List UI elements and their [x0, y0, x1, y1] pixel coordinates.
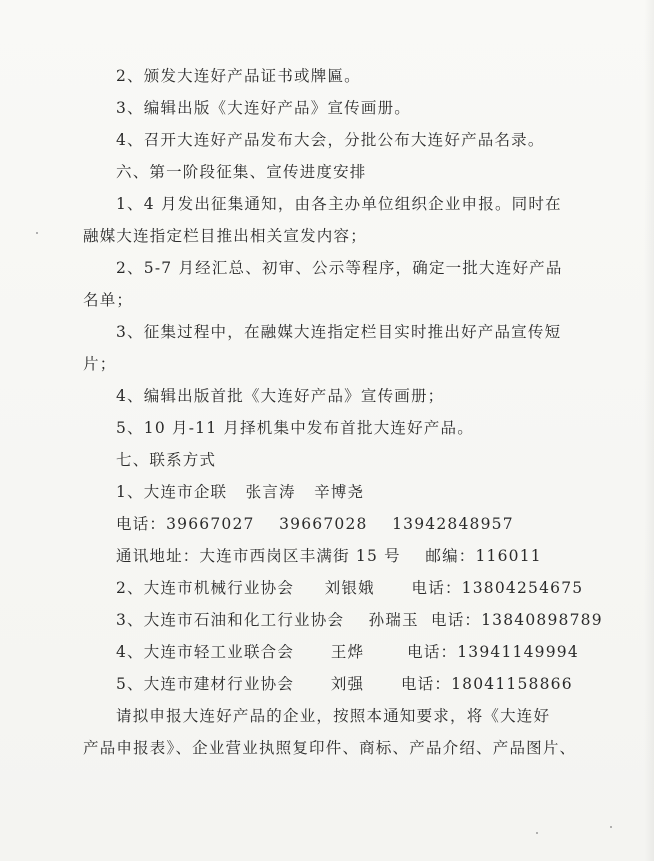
scan-speck — [36, 232, 38, 234]
section-heading: 七、联系方式 — [116, 451, 217, 469]
phone-line: 电话：39667027 39667028 13942848957 — [116, 515, 514, 533]
text-line: 名单； — [83, 291, 134, 309]
text-line: 4、编辑出版首批《大连好产品》宣传画册； — [116, 387, 445, 405]
text-line: 片； — [83, 355, 117, 373]
text-line: 1、4 月发出征集通知，由各主办单位组织企业申报。同时在 — [116, 195, 562, 213]
contact-line: 1、大连市企联 张言涛 辛博尧 — [116, 483, 365, 501]
address-line: 通讯地址：大连市西岗区丰满街 15 号 邮编：116011 — [116, 547, 542, 565]
scan-speck — [610, 826, 612, 828]
text-line: 4、召开大连好产品发布大会，分批公布大连好产品名录。 — [116, 131, 545, 149]
contact-line: 4、大连市轻工业联合会 王烨 电话：13941149994 — [116, 643, 579, 661]
text-line: 2、5-7 月经汇总、初审、公示等程序，确定一批大连好产品 — [116, 259, 563, 277]
contact-line: 5、大连市建材行业协会 刘强 电话：18041158866 — [116, 675, 573, 693]
text-line: 产品申报表》、企业营业执照复印件、商标、产品介绍、产品图片、 — [83, 739, 577, 757]
page-edge-shadow — [644, 0, 654, 861]
contact-line: 3、大连市石油和化工行业协会 孙瑞玉 电话：13840898789 — [116, 611, 603, 629]
section-heading: 六、第一阶段征集、宣传进度安排 — [116, 163, 367, 181]
scan-speck — [536, 832, 538, 834]
text-line: 融媒大连指定栏目推出相关宣发内容； — [83, 227, 367, 245]
text-line: 5、10 月-11 月择机集中发布首批大连好产品。 — [116, 419, 474, 437]
text-line: 3、征集过程中，在融媒大连指定栏目实时推出好产品宣传短 — [116, 323, 562, 341]
text-line: 请拟申报大连好产品的企业，按照本通知要求，将《大连好 — [116, 707, 551, 725]
contact-line: 2、大连市机械行业协会 刘银娥 电话：13804254675 — [116, 579, 584, 597]
text-line: 3、编辑出版《大连好产品》宣传画册。 — [116, 99, 411, 117]
text-line: 2、颁发大连好产品证书或牌匾。 — [116, 67, 361, 85]
